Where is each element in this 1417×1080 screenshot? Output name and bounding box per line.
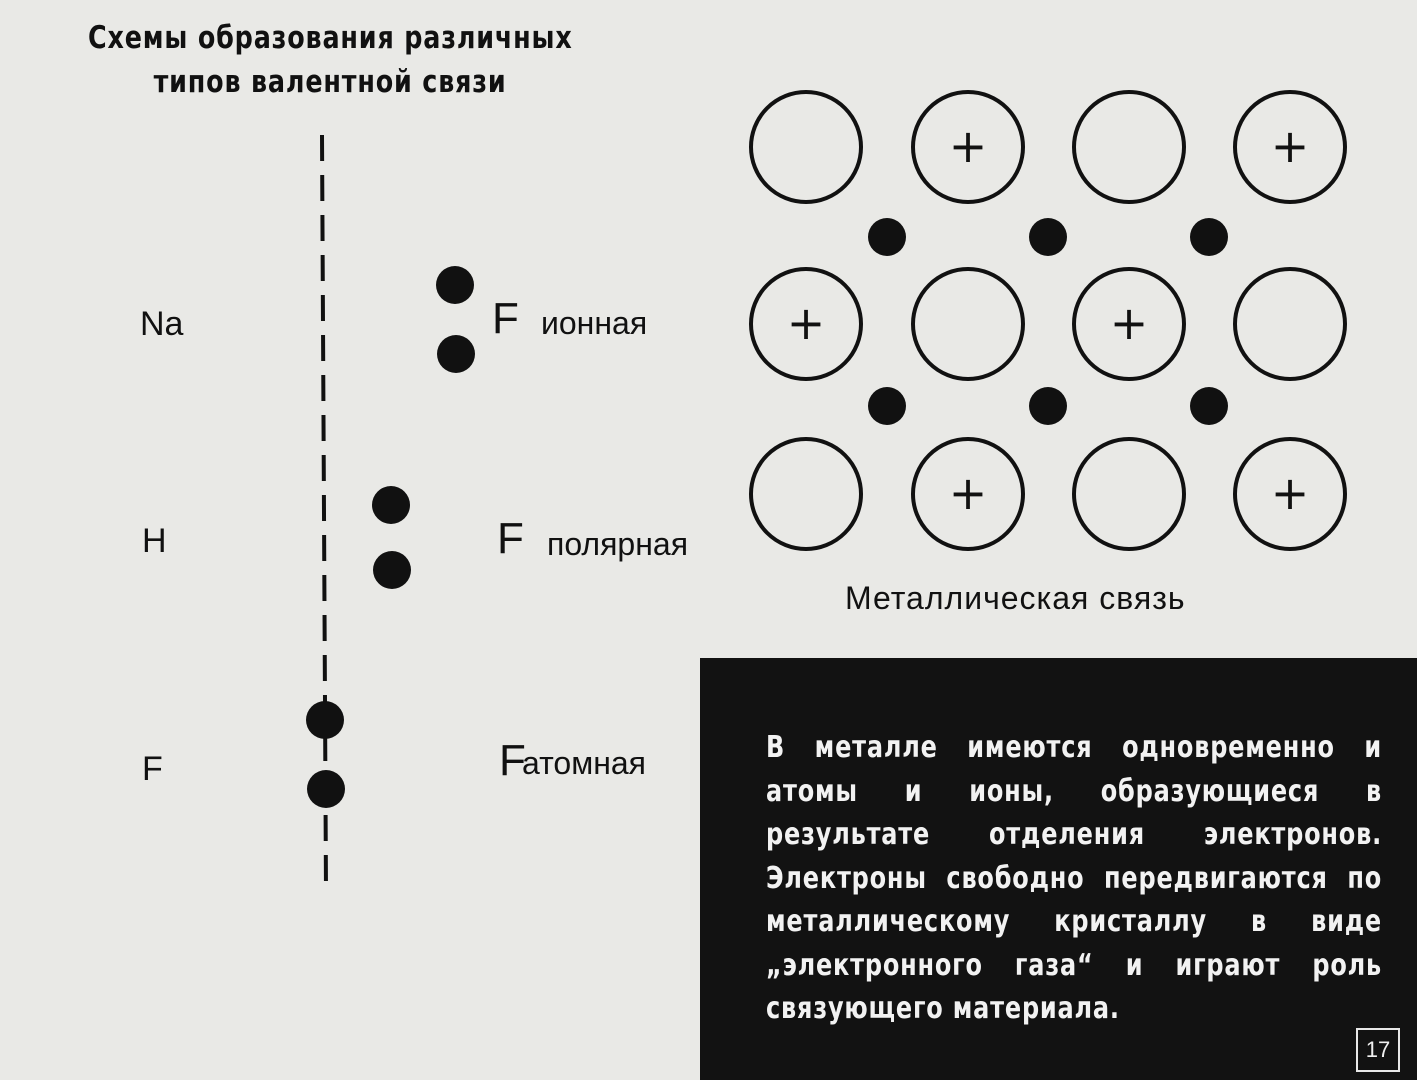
electron-dot [436,266,474,304]
title-line-1: Схемы образования различных [88,20,573,56]
ion-charge-sign: + [786,296,826,350]
metal-atom [913,269,1023,379]
atom-label-f-atomic: F [499,736,526,785]
electron-pair-polar [372,486,411,589]
page-number: 17 [1356,1028,1400,1072]
metal-atom [1235,269,1345,379]
ion-charge-sign: + [1109,296,1149,350]
free-electron [1029,387,1067,425]
free-electron [868,387,906,425]
atom-label-h: H [142,522,167,560]
atom-label-f-ionic: F [492,294,519,343]
free-electron [868,218,906,256]
metal-atom [751,92,861,202]
ion-charge-sign: + [1270,466,1310,520]
bond-type-polar: полярная [547,526,689,562]
metal-lattice [751,92,1345,549]
free-electron [1190,218,1228,256]
ion-charge-sign: + [948,119,988,173]
metal-atom [751,439,861,549]
atom-label-f: F [142,750,163,788]
explanation-text: В металле имеются одновременно и атомы и ионы, образующиеся в результате отделения электронов. Электроны свободно передвигаются по металлическому кристаллу в виде „электронного газа“ и играют роль связующего материала. [766,730,1382,1026]
atom-label-f-polar: F [497,514,524,563]
electron-dot [437,335,475,373]
metal-atom [1074,439,1184,549]
metal-bond-caption: Металлическая связь [845,580,1186,616]
bond-type-ionic: ионная [541,305,648,341]
title-line-2: типов валентной связи [153,64,507,100]
ion-charge-sign: + [948,466,988,520]
explanation-panel [700,658,1417,1080]
electron-dot [373,551,411,589]
atom-label-na: Na [140,305,184,343]
free-electron [1029,218,1067,256]
electron-pair-ionic [436,266,475,373]
ion-charge-sign: + [1270,119,1310,173]
metal-atom [1074,92,1184,202]
free-electron [1190,387,1228,425]
bond-type-atomic: атомная [522,745,646,781]
electron-dot [372,486,410,524]
electron-dot [307,770,345,808]
electron-dot [306,701,344,739]
